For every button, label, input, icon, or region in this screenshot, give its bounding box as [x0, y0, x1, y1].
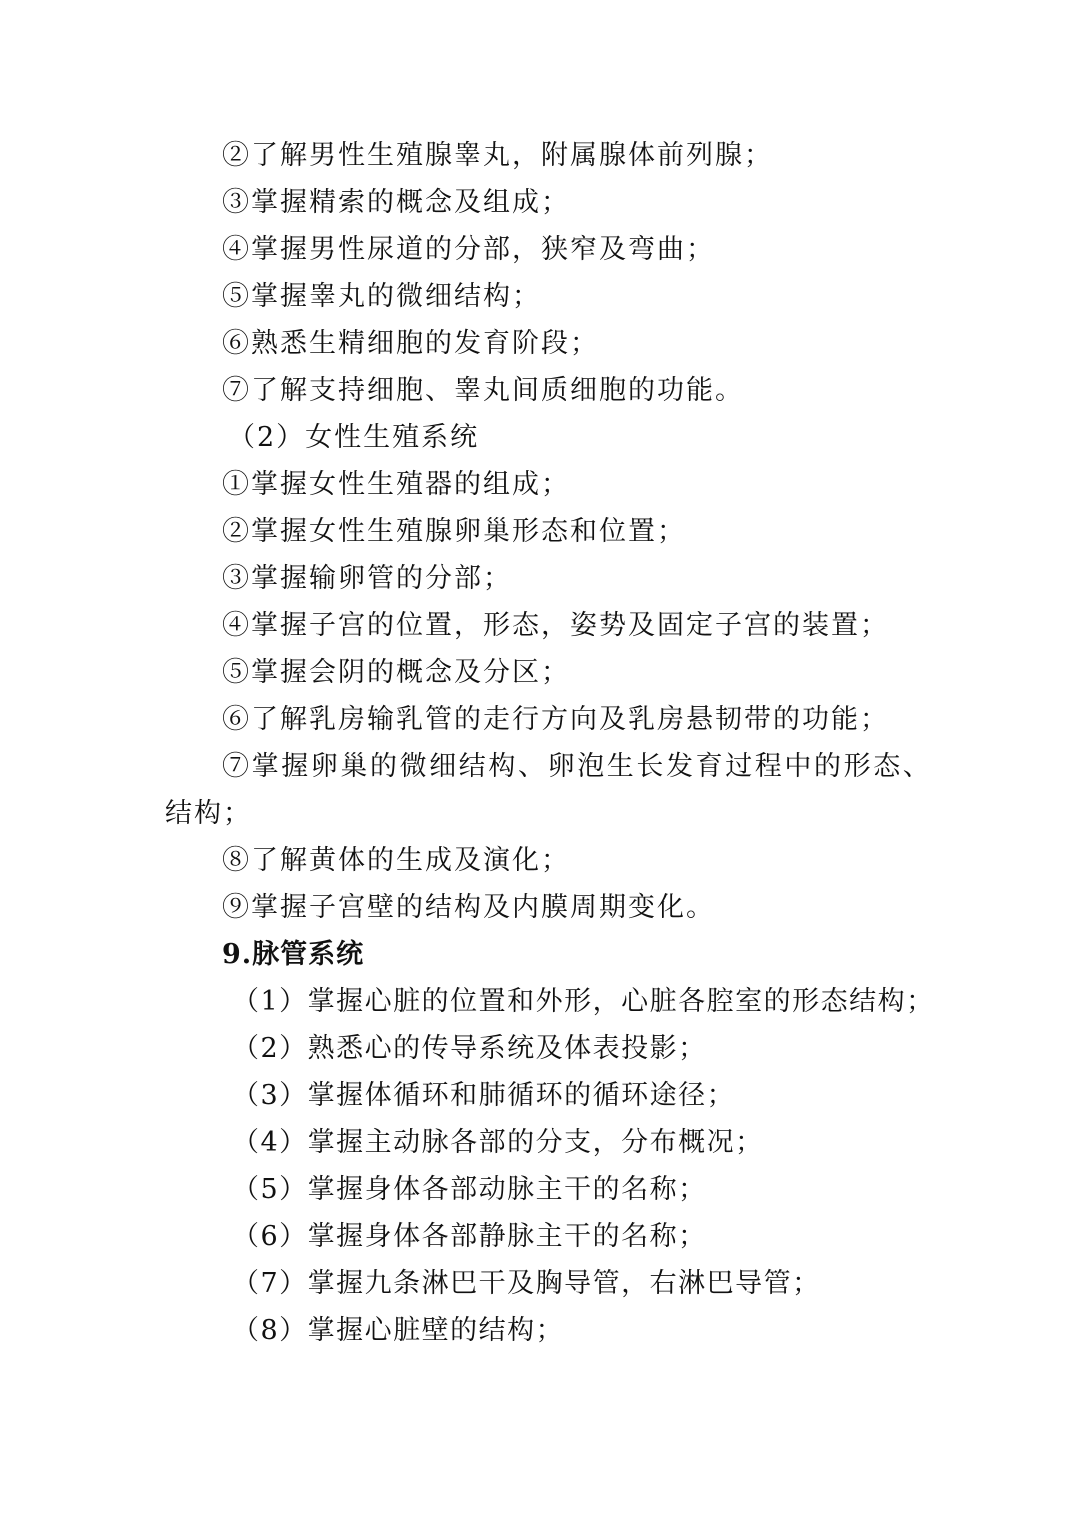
female-item-5: ⑤掌握会阴的概念及分区；	[222, 657, 570, 688]
cardio-item-5: （5）掌握身体各部动脉主干的名称；	[232, 1174, 707, 1205]
male-item-4: ④掌握男性尿道的分部，狭窄及弯曲；	[222, 234, 715, 265]
cardio-item-8: （8）掌握心脏壁的结构；	[232, 1315, 565, 1346]
female-item-9: ⑨掌握子宫壁的结构及内膜周期变化。	[222, 892, 715, 923]
cardio-item-1: （1）掌握心脏的位置和外形，心脏各腔室的形态结构；	[232, 986, 935, 1017]
male-item-7: ⑦了解支持细胞、睾丸间质细胞的功能。	[222, 375, 744, 406]
female-item-7-continuation: 结构；	[165, 798, 252, 829]
female-item-1: ①掌握女性生殖器的组成；	[222, 469, 570, 500]
cardio-item-7: （7）掌握九条淋巴干及胸导管，右淋巴导管；	[232, 1268, 821, 1299]
female-item-8: ⑧了解黄体的生成及演化；	[222, 845, 570, 876]
female-item-3: ③掌握输卵管的分部；	[222, 563, 512, 594]
male-item-2: ②了解男性生殖腺睾丸，附属腺体前列腺；	[222, 140, 773, 171]
female-item-2: ②掌握女性生殖腺卵巢形态和位置；	[222, 516, 686, 547]
female-item-7: ⑦掌握卵巢的微细结构、卵泡生长发育过程中的形态、	[222, 751, 933, 782]
male-item-5: ⑤掌握睾丸的微细结构；	[222, 281, 541, 312]
cardio-item-3: （3）掌握体循环和肺循环的循环途径；	[232, 1080, 736, 1111]
document-body	[165, 132, 935, 1354]
cardio-item-2: （2）熟悉心的传导系统及体表投影；	[232, 1033, 707, 1064]
male-item-3: ③掌握精索的概念及组成；	[222, 187, 570, 218]
cardio-item-6: （6）掌握身体各部静脉主干的名称；	[232, 1221, 707, 1252]
female-item-4: ④掌握子宫的位置，形态，姿势及固定子宫的装置；	[222, 610, 889, 641]
section-9-heading: 9.脉管系统	[222, 939, 365, 970]
male-item-6: ⑥熟悉生精细胞的发育阶段；	[222, 328, 599, 359]
female-section-heading: （2）女性生殖系统	[228, 422, 480, 453]
female-item-6: ⑥了解乳房输乳管的走行方向及乳房悬韧带的功能；	[222, 704, 889, 735]
cardio-item-4: （4）掌握主动脉各部的分支，分布概况；	[232, 1127, 764, 1158]
